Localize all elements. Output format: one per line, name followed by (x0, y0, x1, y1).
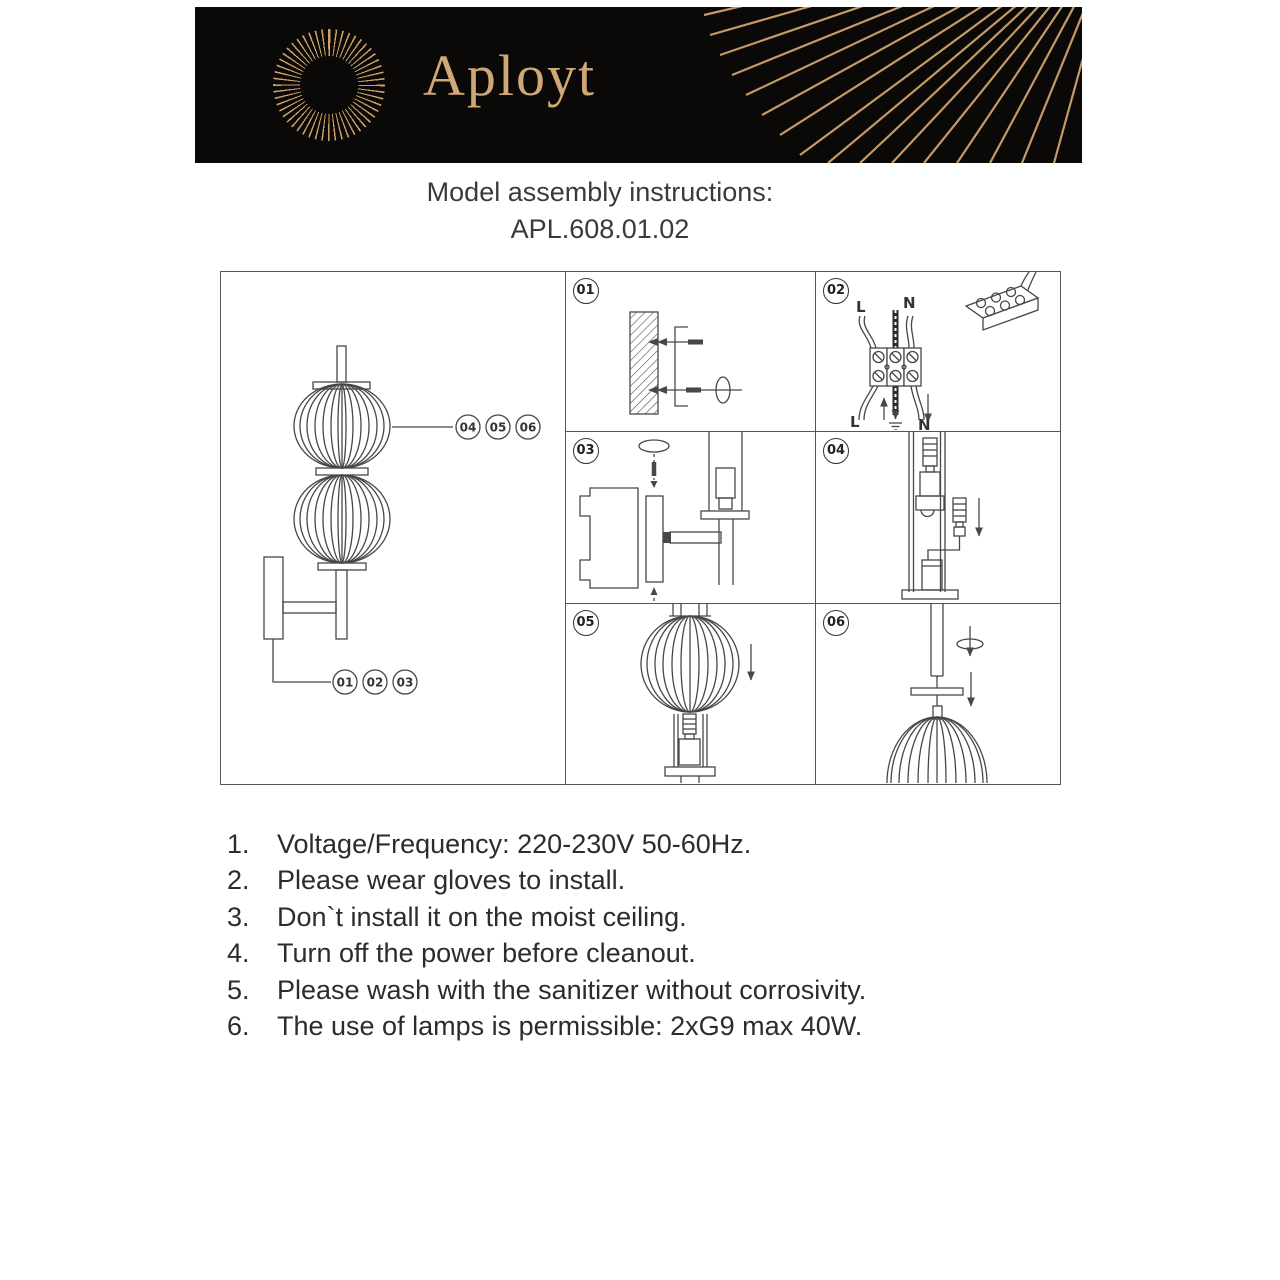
assembly-diagram (220, 271, 1061, 785)
step-panel-01 (565, 271, 817, 432)
step-badge-01: 01 (573, 278, 599, 304)
decorative-rays-icon (652, 7, 1082, 163)
overview-panel (220, 271, 566, 785)
note-text: Please wear gloves to install. (277, 865, 626, 896)
page-title: Model assembly instructions: (426, 177, 774, 207)
note-item (227, 826, 1057, 862)
step-02-wiring-drawing (816, 272, 1059, 430)
step-03-drawing (566, 432, 815, 603)
note-number: 3. (227, 901, 250, 932)
note-text: Don`t install it on the moist ceiling. (277, 901, 687, 932)
step-06-drawing (816, 604, 1059, 783)
step-badge-02: 02 (823, 278, 849, 304)
wire-label-l-top: L (856, 298, 866, 316)
step-badge-05: 05 (573, 610, 599, 636)
callout-03: 03 (396, 675, 414, 690)
step-panel-03 (565, 431, 817, 605)
note-item (227, 899, 1057, 935)
note-text: Please wash with the sanitizer without corrosivity. (277, 974, 867, 1005)
step-badge-06: 06 (823, 610, 849, 636)
note-text: The use of lamps is permissible: 2xG9 max 40W. (277, 1011, 863, 1042)
note-item (227, 972, 1057, 1008)
wire-label-n-bottom: N (918, 416, 931, 430)
wire-label-l-bottom: L (850, 413, 860, 430)
note-item (227, 1008, 1057, 1044)
sunburst-logo-icon (273, 29, 385, 141)
note-number: 6. (227, 1011, 250, 1042)
step-badge-03: 03 (573, 438, 599, 464)
wire-label-n-top: N (903, 294, 916, 312)
note-number: 2. (227, 865, 250, 896)
step-panel-02 (815, 271, 1061, 432)
note-text: Turn off the power before cleanout. (277, 938, 696, 969)
step-01-drawing (566, 272, 815, 430)
callout-04: 04 (459, 420, 477, 435)
note-item (227, 862, 1057, 898)
title-block (0, 174, 1200, 248)
step-panel-05 (565, 603, 817, 785)
lamp-overview-drawing (221, 272, 564, 783)
note-number: 4. (227, 938, 250, 969)
step-badge-04: 04 (823, 438, 849, 464)
callout-05: 05 (489, 420, 507, 435)
safety-notes-list (227, 826, 1057, 1044)
model-number: APL.608.01.02 (510, 214, 690, 244)
callout-02: 02 (366, 675, 384, 690)
note-number: 5. (227, 974, 250, 1005)
callout-01: 01 (336, 675, 354, 690)
header-banner (195, 7, 1082, 163)
step-panel-04 (815, 431, 1061, 605)
note-item (227, 935, 1057, 971)
step-04-drawing (816, 432, 1059, 603)
note-number: 1. (227, 829, 250, 859)
note-text: Voltage/Frequency: 220-230V 50-60Hz. (277, 829, 752, 859)
step-panel-06 (815, 603, 1061, 785)
brand-name: Aployt (423, 43, 597, 108)
callout-06: 06 (519, 420, 537, 435)
step-05-drawing (566, 604, 815, 783)
